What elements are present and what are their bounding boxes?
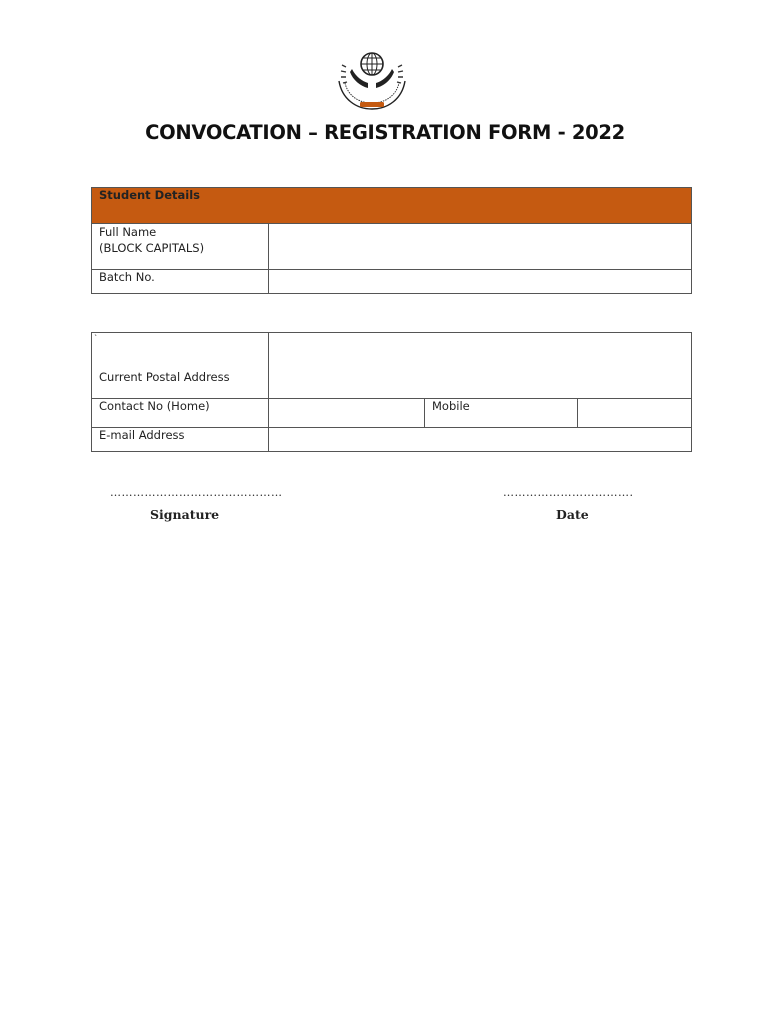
address-label-cell [92,333,269,399]
full-name-label-line1: Full Name [99,225,157,239]
institution-logo [334,47,410,113]
full-name-label-line2: (BLOCK CAPITALS) [99,241,205,255]
batch-row [92,270,692,294]
home-phone-label: Contact No (Home) [92,399,269,428]
signature-label: Signature [150,507,220,522]
batch-label: Batch No. [92,270,269,294]
batch-field[interactable] [269,270,692,294]
address-row [92,333,692,399]
address-label: Current Postal Address [99,370,230,384]
home-phone-field[interactable] [269,399,425,428]
seal-ribbon [360,102,384,107]
email-label: E-mail Address [92,428,269,452]
student-details-header: Student Details [92,188,692,224]
mobile-field[interactable] [578,399,692,428]
date-line[interactable]: ……………………………. [503,486,634,499]
full-name-label [92,224,269,270]
globe-icon [361,53,383,75]
full-name-field[interactable] [269,224,692,270]
full-name-row [92,224,692,270]
student-details-header-row [92,188,692,224]
email-row [92,428,692,452]
contact-row [92,399,692,428]
stray-tick-mark: ` [94,334,98,343]
signature-line[interactable]: ……………………………………… [110,486,283,499]
email-field[interactable] [269,428,692,452]
seal-inner-ring [345,83,399,103]
mobile-label: Mobile [425,399,578,428]
contact-table [91,332,692,452]
address-field[interactable] [269,333,692,399]
date-label: Date [556,507,589,522]
student-details-table [91,187,692,294]
page-title: CONVOCATION – REGISTRATION FORM - 2022 [145,121,625,144]
